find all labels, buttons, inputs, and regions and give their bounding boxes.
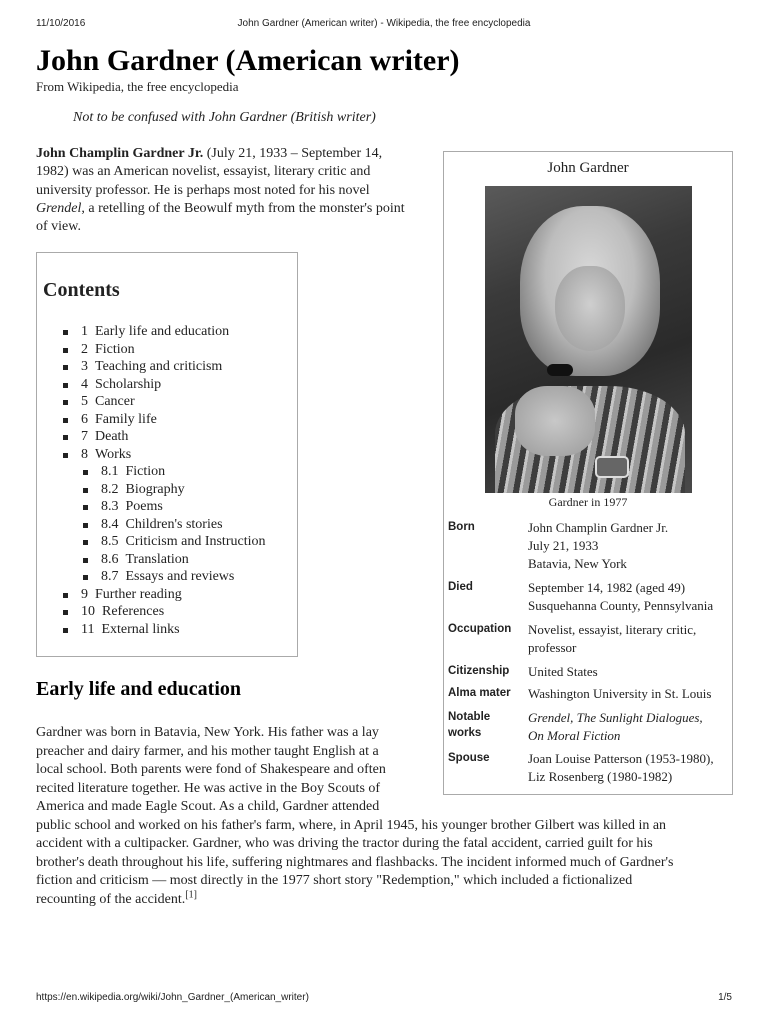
- infobox-value: [528, 709, 733, 745]
- paragraph-line: fiction and criticism — most directly in the 1977 short story "Redemption," which included a fictionalized: [36, 873, 633, 888]
- lead-paragraph: [36, 145, 411, 236]
- infobox-value: United States: [528, 664, 598, 679]
- infobox-title: John Gardner: [547, 160, 629, 176]
- lead-name: John Champlin Gardner Jr.: [36, 146, 204, 161]
- toc-subitem[interactable]: 8.1 Fiction: [83, 463, 265, 481]
- page-title: John Gardner (American writer): [36, 44, 460, 77]
- lead-grendel-link[interactable]: Grendel: [36, 200, 82, 216]
- toc-item[interactable]: 2 Fiction: [63, 341, 265, 359]
- infobox-label: Spouse: [448, 752, 490, 764]
- infobox-label: Notable works: [448, 711, 491, 739]
- infobox-value: [528, 685, 733, 703]
- print-date: 11/10/2016: [36, 18, 86, 29]
- paragraph-line: brother's death throughout his life, suffering nightmares and flashbacks. The incident informed much of Gardner's: [36, 854, 674, 870]
- toc-subitem[interactable]: 8.5 Criticism and Instruction: [83, 533, 265, 551]
- infobox-label: Occupation: [448, 623, 512, 635]
- print-url: https://en.wikipedia.org/wiki/John_Gardner_(American_writer): [36, 992, 309, 1003]
- table-of-contents: [36, 252, 298, 657]
- toc-list: [63, 323, 265, 638]
- paragraph-line: local school. Both parents were fond of Shakespeare and often: [36, 762, 386, 777]
- hatnote-link[interactable]: Not to be confused with John Gardner (British writer): [73, 110, 376, 125]
- page-number: 1/5: [718, 992, 732, 1003]
- paragraph-line: preacher and dairy farmer, and his mother taught English at a: [36, 743, 379, 759]
- birthplace-link[interactable]: Batavia, New York: [528, 556, 627, 571]
- toc-heading: Contents: [43, 279, 120, 301]
- deathplace-link[interactable]: Susquehanna County, Pennsylvania: [528, 598, 714, 613]
- paragraph-line: recited literature together. He was active in the Boy Scouts of: [36, 780, 381, 796]
- toc-item[interactable]: 3 Teaching and criticism: [63, 358, 265, 376]
- toc-subitem[interactable]: 8.3 Poems: [83, 498, 265, 516]
- toc-item[interactable]: 4 Scholarship: [63, 376, 265, 394]
- lead-text-1: (July 21, 1933 – September 14, 1982) was an American novelist, essayist, literary critic and university professor. He is perhaps most noted for his novel: [36, 146, 383, 198]
- infobox-value: John Champlin Gardner Jr. July 21, 1933 Batavia, New York: [528, 519, 733, 573]
- print-title: John Gardner (American writer) - Wikipedia, the free encyclopedia: [237, 18, 531, 29]
- toc-item[interactable]: 10 References: [63, 603, 265, 621]
- infobox-value: Novelist, essayist, literary critic, professor: [528, 622, 697, 655]
- lead-text-2: , a retelling of the Beowulf myth from the monster's point of view.: [36, 200, 405, 235]
- notable-works-link[interactable]: Grendel, The Sunlight Dialogues,: [528, 710, 703, 725]
- infobox-label: Citizenship: [448, 665, 510, 677]
- notable-works-link[interactable]: On Moral Fiction: [528, 728, 621, 743]
- toc-subitem[interactable]: 8.4 Children's stories: [83, 516, 265, 534]
- toc-item[interactable]: 8 Works: [63, 446, 265, 464]
- infobox-label: Died: [448, 581, 473, 593]
- hatnote: [73, 110, 376, 126]
- paragraph-line: public school and worked on his father's farm, where, in April 1945, his younger brother Gilbert was killed in an: [36, 817, 667, 833]
- print-header: [36, 18, 732, 32]
- infobox-label: Alma mater: [448, 687, 511, 699]
- portrait-image[interactable]: [485, 186, 692, 493]
- infobox-value: Joan Louise Patterson (1953-1980), Liz Rosenberg (1980-1982): [528, 751, 714, 784]
- toc-item[interactable]: 1 Early life and education: [63, 323, 265, 341]
- paragraph-line: recounting of the accident.[1]: [36, 888, 197, 907]
- infobox-value: September 14, 1982 (aged 49) Susquehanna County, Pennsylvania: [528, 579, 733, 615]
- toc-item[interactable]: 11 External links: [63, 621, 265, 639]
- infobox-label: Born: [448, 521, 475, 533]
- toc-subitem[interactable]: 8.2 Biography: [83, 481, 265, 499]
- paragraph-line: Gardner was born in Batavia, New York. His father was a lay: [36, 725, 379, 740]
- print-footer: [36, 992, 732, 1006]
- reference-link[interactable]: [1]: [185, 888, 197, 900]
- portrait-caption: Gardner in 1977: [548, 495, 628, 509]
- toc-subitem[interactable]: 8.7 Essays and reviews: [83, 568, 265, 586]
- paragraph-line: accident with a cultipacker. Gardner, who was driving the tractor during the fatal accident, carried guilt for his: [36, 836, 653, 851]
- toc-subitem[interactable]: 8.6 Translation: [83, 551, 265, 569]
- infobox: [443, 151, 733, 795]
- toc-item[interactable]: 5 Cancer: [63, 393, 265, 411]
- alma-mater-link[interactable]: Washington University in St. Louis: [528, 686, 712, 701]
- toc-item[interactable]: 7 Death: [63, 428, 265, 446]
- toc-item[interactable]: 9 Further reading: [63, 586, 265, 604]
- section-heading-early-life: Early life and education: [36, 678, 242, 700]
- paragraph-line: America and made Eagle Scout. As a child, Gardner attended: [36, 799, 380, 814]
- site-subtitle: From Wikipedia, the free encyclopedia: [36, 79, 239, 94]
- toc-item[interactable]: 6 Family life: [63, 411, 265, 429]
